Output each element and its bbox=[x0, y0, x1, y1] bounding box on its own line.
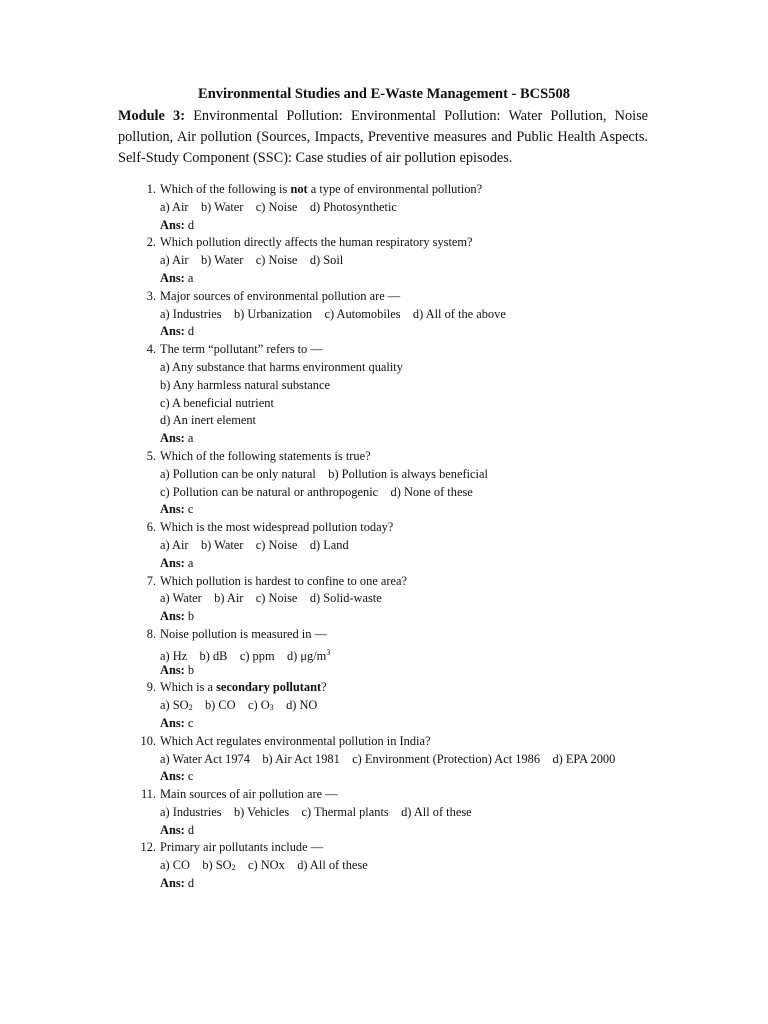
question-text-part: ? bbox=[321, 680, 327, 695]
question-item bbox=[136, 573, 696, 626]
question-text-part: Which pollution is hardest to confine to one area? bbox=[160, 573, 408, 588]
option-text: b) Any harmless natural substance bbox=[160, 377, 330, 392]
answer-value: a bbox=[187, 270, 194, 285]
answer-value: d bbox=[187, 876, 195, 891]
question-number: 2. bbox=[146, 235, 156, 250]
question-item bbox=[136, 679, 696, 732]
question-line bbox=[136, 234, 696, 252]
option-part: a) CO b) SO bbox=[160, 858, 232, 873]
option-text: a) Air b) Water c) Noise d) Soil bbox=[160, 253, 344, 268]
question-line bbox=[136, 839, 696, 857]
question-text-part: Which is a bbox=[160, 680, 217, 695]
question-number: 10. bbox=[140, 733, 156, 748]
answer-line bbox=[136, 875, 696, 893]
answer-label: Ans: bbox=[160, 217, 185, 232]
question-item bbox=[136, 733, 696, 786]
subscript: 2 bbox=[231, 863, 236, 873]
option-line bbox=[136, 697, 696, 715]
question-text bbox=[160, 734, 430, 748]
question-text bbox=[160, 289, 400, 303]
answer-value: d bbox=[187, 324, 195, 339]
subscript: 2 bbox=[188, 703, 193, 713]
question-line bbox=[136, 288, 696, 306]
option-text: a) Industries b) Urbanization c) Automobiles d) All of the above bbox=[160, 306, 506, 321]
answer-label: Ans: bbox=[160, 324, 185, 339]
question-line bbox=[136, 573, 696, 591]
question-item bbox=[136, 288, 696, 341]
answer-label: Ans: bbox=[160, 662, 185, 677]
question-number: 7. bbox=[146, 573, 156, 588]
option-line bbox=[136, 395, 696, 413]
answer-text bbox=[160, 609, 194, 623]
answer-label: Ans: bbox=[160, 555, 185, 570]
answer-value: d bbox=[187, 217, 195, 232]
option-text: c) Pollution can be natural or anthropogenic d) None of these bbox=[160, 484, 473, 499]
question-text-part: Which is the most widespread pollution today? bbox=[160, 520, 394, 535]
answer-text bbox=[160, 556, 193, 570]
question-line bbox=[136, 626, 696, 644]
question-item bbox=[136, 626, 696, 679]
question-item bbox=[136, 839, 696, 892]
question-number: 4. bbox=[146, 342, 156, 357]
answer-text bbox=[160, 324, 194, 338]
option-part: a) SO bbox=[160, 698, 189, 713]
question-number: 11. bbox=[140, 787, 156, 802]
question-list bbox=[136, 181, 696, 893]
question-number: 8. bbox=[146, 626, 156, 641]
question-text-part: Which of the following is bbox=[160, 182, 291, 196]
option-line bbox=[136, 252, 696, 270]
option-line bbox=[136, 359, 696, 377]
answer-label: Ans: bbox=[160, 769, 185, 784]
answer-line bbox=[136, 217, 696, 235]
answer-line bbox=[136, 608, 696, 626]
question-number: 9. bbox=[146, 680, 156, 695]
question-text bbox=[160, 574, 407, 588]
option-text: a) Industries b) Vehicles c) Thermal plants d) All of these bbox=[160, 804, 472, 819]
answer-line bbox=[136, 323, 696, 341]
answer-label: Ans: bbox=[160, 876, 185, 891]
page-title: Environmental Studies and E-Waste Management - BCS508 bbox=[198, 86, 570, 102]
answer-text bbox=[160, 218, 194, 232]
answer-line bbox=[136, 715, 696, 733]
option-part: c) NOx d) All of these bbox=[235, 858, 368, 873]
question-number: 3. bbox=[146, 288, 156, 303]
question-text-part: Primary air pollutants include — bbox=[160, 840, 324, 855]
option-line bbox=[136, 199, 696, 217]
answer-text bbox=[160, 716, 193, 730]
question-text-part: Which pollution directly affects the human respiratory system? bbox=[160, 235, 473, 250]
option-text: a) Air b) Water c) Noise d) Photosynthetic bbox=[160, 199, 397, 214]
option-part: a) Hz b) dB c) ppm d) μg/m bbox=[160, 648, 327, 663]
module-text: Environmental Pollution: Environmental Pollution: Water Pollution, Noise pollution, Air pollution (Sources, Impacts, Preventive measures and Public Health Aspects. Self-Study Component (SSC): Case studies of air pollution episodes. bbox=[118, 108, 648, 166]
answer-label: Ans: bbox=[160, 502, 185, 517]
option-line bbox=[136, 306, 696, 324]
question-item bbox=[136, 448, 696, 519]
option-line bbox=[136, 412, 696, 430]
option-text: a) Air b) Water c) Noise d) Land bbox=[160, 537, 349, 552]
option-text: a) Water Act 1974 b) Air Act 1981 c) Environment (Protection) Act 1986 d) EPA 2000 bbox=[160, 751, 616, 766]
answer-label: Ans: bbox=[160, 431, 185, 446]
question-text-part: Which of the following statements is true? bbox=[160, 448, 371, 463]
answer-text bbox=[160, 876, 194, 890]
subscript: 3 bbox=[269, 703, 274, 713]
module-description bbox=[118, 106, 648, 169]
question-line bbox=[136, 341, 696, 359]
answer-value: a bbox=[187, 555, 194, 570]
option-line bbox=[136, 644, 696, 662]
option-line bbox=[136, 804, 696, 822]
question-item bbox=[136, 234, 696, 287]
option-text: a) Water b) Air c) Noise d) Solid-waste bbox=[160, 591, 382, 606]
answer-line bbox=[136, 430, 696, 448]
question-number: 12. bbox=[140, 840, 156, 855]
answer-value: b bbox=[187, 609, 195, 624]
question-line bbox=[136, 786, 696, 804]
module-label: Module 3: bbox=[118, 108, 185, 124]
question-number: 1. bbox=[146, 182, 156, 196]
question-line bbox=[136, 679, 696, 697]
question-number: 5. bbox=[146, 448, 156, 463]
superscript: 3 bbox=[326, 647, 331, 657]
answer-value: a bbox=[187, 431, 194, 446]
option-text bbox=[160, 858, 368, 872]
option-line bbox=[136, 484, 696, 502]
answer-text bbox=[160, 823, 194, 837]
answer-label: Ans: bbox=[160, 822, 185, 837]
question-text bbox=[160, 182, 482, 196]
question-line bbox=[136, 448, 696, 466]
answer-line bbox=[136, 662, 696, 680]
question-number: 6. bbox=[146, 520, 156, 535]
option-line bbox=[136, 751, 696, 769]
option-text: a) Pollution can be only natural b) Pollution is always beneficial bbox=[160, 466, 488, 481]
answer-label: Ans: bbox=[160, 270, 185, 285]
question-text bbox=[160, 235, 473, 249]
question-item bbox=[136, 786, 696, 839]
question-text bbox=[160, 787, 338, 801]
answer-value: c bbox=[187, 769, 194, 784]
option-line bbox=[136, 537, 696, 555]
answer-line bbox=[136, 768, 696, 786]
option-text: d) An inert element bbox=[160, 413, 256, 428]
option-line bbox=[136, 857, 696, 875]
answer-label: Ans: bbox=[160, 715, 185, 730]
option-text bbox=[160, 649, 330, 663]
question-item bbox=[136, 519, 696, 572]
question-text bbox=[160, 680, 327, 694]
answer-text bbox=[160, 431, 193, 445]
question-item bbox=[136, 181, 696, 234]
answer-text bbox=[160, 663, 194, 677]
option-part: b) CO c) O bbox=[192, 698, 270, 713]
question-line bbox=[136, 733, 696, 751]
answer-line bbox=[136, 501, 696, 519]
question-text bbox=[160, 520, 393, 534]
question-text bbox=[160, 627, 327, 641]
option-text bbox=[160, 698, 317, 712]
option-line bbox=[136, 466, 696, 484]
option-line bbox=[136, 377, 696, 395]
question-text-part: Noise pollution is measured in — bbox=[160, 626, 327, 641]
answer-line bbox=[136, 555, 696, 573]
answer-label: Ans: bbox=[160, 609, 185, 624]
option-line bbox=[136, 590, 696, 608]
answer-text bbox=[160, 769, 193, 783]
answer-text bbox=[160, 271, 193, 285]
answer-value: d bbox=[187, 822, 195, 837]
question-emphasis: secondary pollutant bbox=[216, 680, 322, 695]
answer-value: b bbox=[187, 662, 195, 677]
option-part: d) NO bbox=[273, 698, 318, 713]
question-text bbox=[160, 449, 371, 463]
question-text-part: Which Act regulates environmental pollution in India? bbox=[160, 733, 431, 748]
question-text-part: Main sources of air pollution are — bbox=[160, 787, 338, 802]
answer-line bbox=[136, 822, 696, 840]
question-text-part: The term “pollutant” refers to — bbox=[160, 342, 323, 357]
question-text bbox=[160, 342, 323, 356]
option-text: a) Any substance that harms environment quality bbox=[160, 359, 403, 374]
question-text-part: a type of environmental pollution? bbox=[307, 182, 483, 196]
question-emphasis: not bbox=[290, 182, 308, 196]
answer-line bbox=[136, 270, 696, 288]
answer-value: c bbox=[187, 502, 194, 517]
question-item bbox=[136, 341, 696, 448]
question-line bbox=[136, 181, 696, 199]
answer-text bbox=[160, 502, 193, 516]
question-line bbox=[136, 519, 696, 537]
question-text-part: Major sources of environmental pollution are — bbox=[160, 288, 401, 303]
answer-value: c bbox=[187, 715, 194, 730]
question-text bbox=[160, 840, 323, 854]
option-text: c) A beneficial nutrient bbox=[160, 395, 274, 410]
